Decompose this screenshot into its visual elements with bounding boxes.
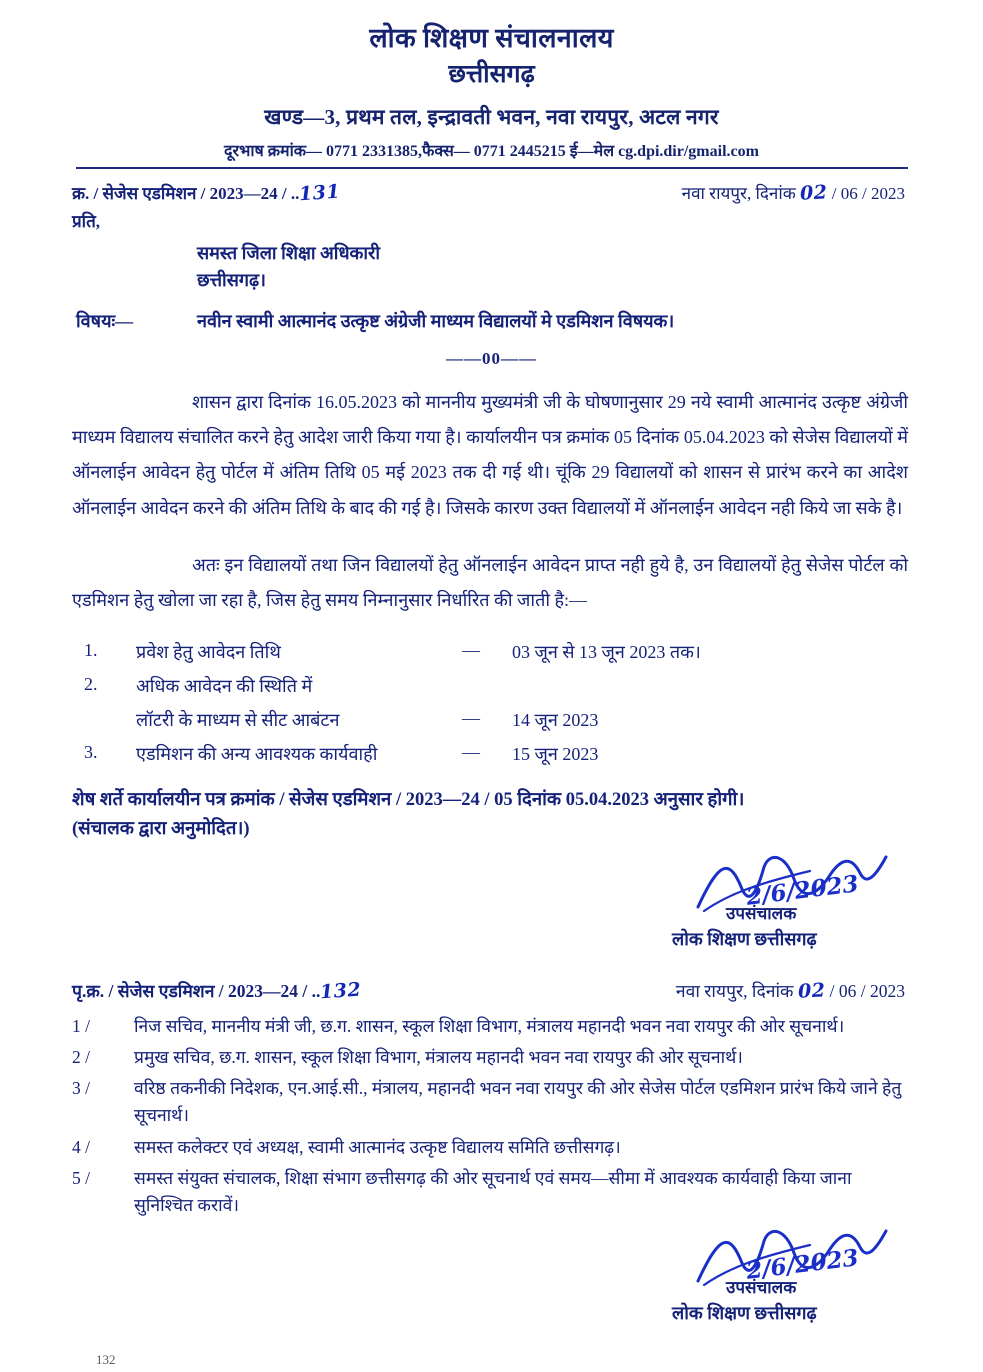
reference-row — [0, 181, 983, 207]
list-item-dash: — — [462, 741, 480, 762]
section-separator: ——00—— — [446, 349, 537, 369]
list-item-value: 03 जून से 13 जून 2023 तक। — [512, 641, 701, 662]
reference-label: क्र. / सेजेस एडमिशन / 2023—24 / .. — [72, 183, 300, 203]
list-item — [84, 640, 983, 674]
list-item — [72, 1075, 908, 1129]
distribution-item-text: निज सचिव, माननीय मंत्री जी, छ.ग. शासन, स्कूल शिक्षा विभाग, मंत्रालय महानदी भवन नवा रायपुर की ओर सूचनार्थ। — [134, 1016, 845, 1037]
signature-office-2: लोक शिक्षण छत्तीसगढ़ — [672, 1302, 817, 1323]
distribution-item-number: 1 / — [72, 1016, 90, 1037]
list-item-dash: — — [462, 707, 480, 728]
salutation-prati: प्रति, — [72, 211, 101, 231]
endorsement-reference-left — [72, 979, 362, 1003]
list-item — [72, 1013, 908, 1040]
distribution-item-text: समस्त संयुक्त संचालक, शिक्षा संभाग छत्तीसगढ़ की ओर सूचनार्थ एवं समय—सीमा में आवश्यक कार्यवाही किया जाना सुनिश्चित करावें। — [134, 1167, 852, 1215]
signature-block-2 — [0, 1223, 983, 1333]
distribution-list — [72, 1013, 908, 1219]
letterhead — [0, 0, 983, 169]
distribution-item-number: 3 / — [72, 1078, 90, 1099]
signature-date-2: 2/6/2023 — [744, 1244, 861, 1285]
body-paragraph-2: अतः इन विद्यालयों तथा जिन विद्यालयों हेतु ऑनलाईन आवेदन प्राप्त नही हुये है, उन विद्यालयों हेतु सेजेस पोर्टल को एडमिशन हेतु खोला जा रहा है, जिस हेतु समय निम्नानुसार निर्धारित की जाती है:— — [72, 554, 908, 610]
subject-label: विषयः— — [76, 311, 134, 332]
header-divider — [76, 167, 908, 169]
endorsement-reference-right — [676, 979, 905, 1003]
distribution-item-text: वरिष्ठ तकनीकी निदेशक, एन.आई.सी., मंत्रालय, महानदी भवन नवा रायपुर की ओर सेजेस पोर्टल एडमिशन प्रारंभ किये जाने हेतु सूचनार्थ। — [134, 1078, 902, 1126]
list-item-value: 15 जून 2023 — [512, 743, 599, 764]
closing-line-1: शेष शर्ते कार्यालयीन पत्र क्रमांक / सेजेस एडमिशन / 2023—24 / 05 दिनांक 05.04.2023 अनुसार होगी। — [72, 789, 745, 810]
distribution-item-number: 5 / — [72, 1167, 90, 1188]
list-item-number: 1. — [84, 639, 98, 660]
endorsement-date-rest: / 06 / 2023 — [829, 981, 905, 1002]
place-date-label: नवा रायपुर, दिनांक — [681, 183, 796, 203]
date-day-handwritten: 02 — [799, 180, 829, 205]
signature-block-1 — [0, 849, 983, 969]
list-item — [72, 1165, 908, 1219]
list-item — [84, 742, 983, 776]
subject-text: नवीन स्वामी आत्मानंद उत्कृष्ट अंग्रेजी माध्यम विद्यालयों मे एडमिशन विषयक। — [197, 311, 675, 332]
endorsement-place-date-label: नवा रायपुर, दिनांक — [675, 981, 794, 1002]
addressee-line-1: समस्त जिला शिक्षा अधिकारी — [197, 242, 381, 263]
signature-date-1: 2/6/2023 — [744, 870, 861, 911]
endorsement-reference-label: पृ.क्र. / सेजेस एडमिशन / 2023—24 / .. — [72, 981, 321, 1002]
schedule-list — [0, 640, 983, 776]
addressee-block — [0, 240, 983, 296]
office-address: खण्ड—3, प्रथम तल, इन्द्रावती भवन, नवा रायपुर, अटल नगर — [264, 104, 719, 129]
signature-designation-1: उपसंचालक — [726, 904, 797, 924]
list-item-number: 3. — [84, 741, 98, 762]
signature-office-1: लोक शिक्षण छत्तीसगढ़ — [672, 929, 817, 950]
signature-designation-2: उपसंचालक — [726, 1277, 797, 1297]
list-item — [84, 708, 983, 742]
list-item-text: अधिक आवेदन की स्थिति में — [136, 675, 313, 696]
distribution-item-text: प्रमुख सचिव, छ.ग. शासन, स्कूल शिक्षा विभाग, मंत्रालय महानदी भवन नवा रायपुर की ओर सूचनार्थ। — [134, 1047, 743, 1068]
closing-note — [72, 786, 908, 845]
closing-line-2: (संचालक द्वारा अनुमोदित।) — [72, 819, 250, 840]
reference-number-handwritten: 131 — [298, 180, 342, 205]
contact-details: दूरभाष क्रमांक— 0771 2331385,फैक्स— 0771 2445215 ई—मेल cg.dpi.dir/gmail.com — [224, 142, 759, 160]
list-item — [72, 1134, 908, 1161]
addressee-line-2: छत्तीसगढ़। — [197, 270, 266, 291]
list-item-text: एडमिशन की अन्य आवश्यक कार्यवाही — [136, 743, 378, 764]
distribution-item-text: समस्त कलेक्टर एवं अध्यक्ष, स्वामी आत्मानंद उत्कृष्ट विद्यालय समिति छत्तीसगढ़। — [134, 1136, 621, 1157]
endorsement-date-day-handwritten: 02 — [797, 979, 826, 1003]
reference-right — [682, 181, 905, 204]
distribution-item-number: 2 / — [72, 1047, 90, 1068]
subject-row — [0, 309, 983, 335]
endorsement-number-handwritten: 132 — [319, 978, 363, 1004]
list-item-text: प्रवेश हेतु आवेदन तिथि — [136, 641, 281, 662]
list-item-value: 14 जून 2023 — [512, 709, 599, 730]
list-item — [84, 674, 983, 708]
list-item-text: लॉटरी के माध्यम से सीट आबंटन — [136, 709, 340, 730]
date-rest: / 06 / 2023 — [831, 183, 905, 203]
state-name: छत्तीसगढ़ — [448, 60, 535, 88]
list-item-dash: — — [462, 639, 480, 660]
list-item-number: 2. — [84, 673, 98, 694]
list-item — [72, 1044, 908, 1071]
page-number: 132 — [96, 1352, 116, 1367]
distribution-item-number: 4 / — [72, 1136, 90, 1157]
body-paragraph-1: शासन द्वारा दिनांक 16.05.2023 को माननीय मुख्यमंत्री जी के घोषणानुसार 29 नये स्वामी आत्मानंद उत्कृष्ट अंग्रेजी माध्यम विद्यालय संचालित करने हेतु आदेश जारी किया गया है। कार्यालयीन पत्र क्रमांक 05 दिनांक 05.04.2023 को सेजेस विद्यालयों में ऑनलाईन आवेदन हेतु पोर्टल में अंतिम तिथि 05 मई 2023 तक दी गई थी। चूंकि 29 विद्यालयों को शासन से प्रारंभ करने का आदेश ऑनलाईन आवेदन करने की अंतिम तिथि के बाद की गई है। जिसके कारण उक्त विद्यालयों में ऑनलाईन आवेदन नही किये जा सके है। — [72, 392, 908, 518]
endorsement-reference-row — [0, 979, 983, 1009]
department-name: लोक शिक्षण संचालनालय — [369, 23, 614, 53]
reference-left — [72, 181, 341, 204]
